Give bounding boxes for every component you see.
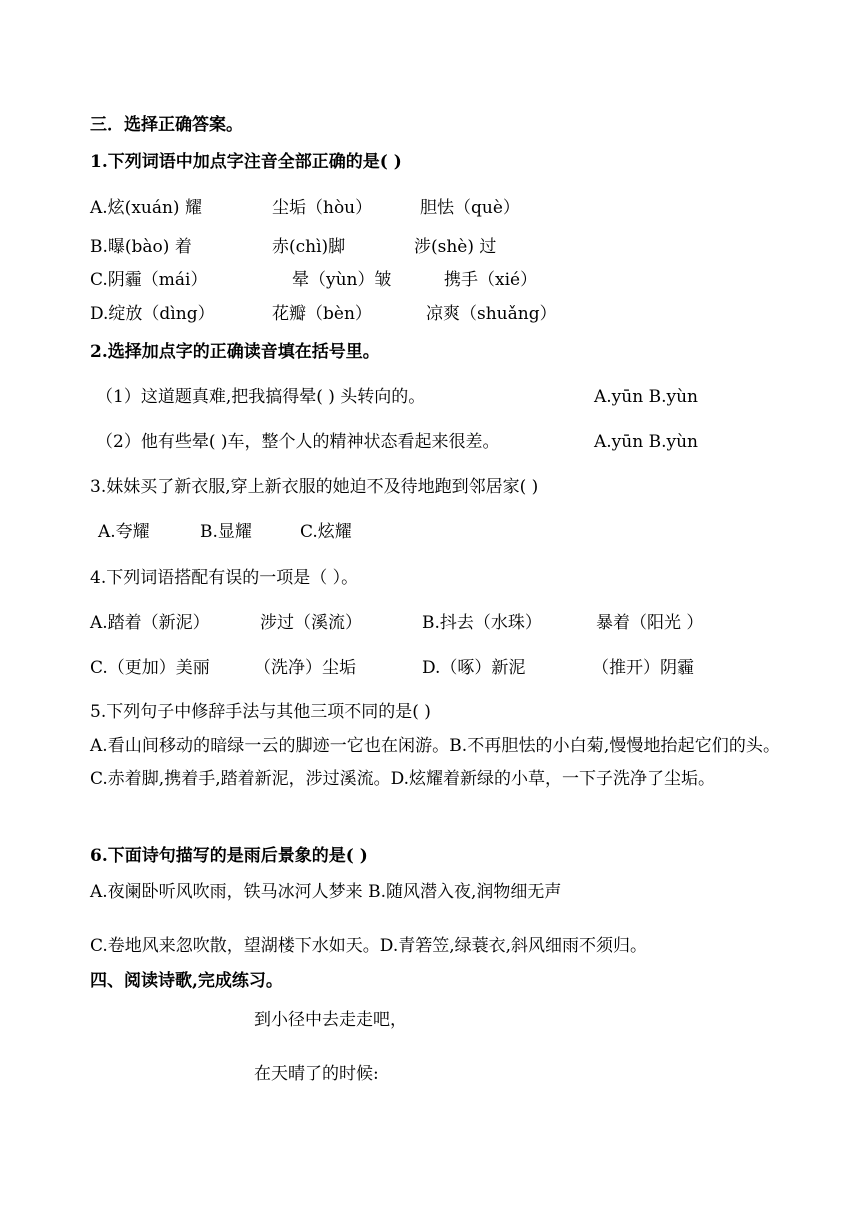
q2-item-1-text: （1）这道题真难,把我搞得晕( ) 头转向的。 xyxy=(96,387,426,407)
q4-row-2-d2: （推开）阴霾 xyxy=(592,658,694,678)
q6-stem: 6.下面诗句描写的是雨后景象的是( ) xyxy=(90,846,368,866)
q3-stem: 3.妹妹买了新衣服,穿上新衣服的她迫不及待地跑到邻居家( ) xyxy=(90,477,539,497)
q4-row-1-a2: 涉过（溪流） xyxy=(260,613,362,633)
q2-item-2-options: A.yūn B.yùn xyxy=(594,432,698,452)
q5-options: A.看山间移动的暗绿一云的脚迹一它也在闲游。B.不再胆怯的小白菊,慢慢地抬起它们的头。C.赤着脚,携着手,踏着新泥，涉过溪流。D.炫耀着新绿的小草，一下子洗净了尘垢。 xyxy=(90,736,780,789)
section-4-heading: 四、阅读诗歌,完成练习。 xyxy=(90,971,283,991)
q1-c-term-3: 携手（xié） xyxy=(444,270,538,290)
q4-row-2-d1: D.（啄）新泥 xyxy=(422,658,526,678)
section-3-heading: 三．选择正确答案。 xyxy=(90,115,243,135)
q6-options-line-1: A.夜阑卧听风吹雨，铁马冰河人梦来 B.随风潜入夜,润物细无声 xyxy=(90,882,562,902)
q1-d-term-1: D.绽放（dìng） xyxy=(90,304,215,324)
q1-b-term-1: B.曝(bào) 着 xyxy=(90,237,192,257)
q4-row-1-b1: B.抖去（水珠） xyxy=(422,613,542,633)
poem-line-2: 在天晴了的时候: xyxy=(254,1064,379,1084)
q3-option-b: B.显耀 xyxy=(200,522,252,542)
q1-d-term-2: 花瓣（bèn） xyxy=(272,304,372,324)
q1-c-term-1: C.阴霾（mái） xyxy=(90,270,208,290)
q1-stem: 1.下列词语中加点字注音全部正确的是( ) xyxy=(90,152,402,172)
q5-stem: 5.下列句子中修辞手法与其他三项不同的是( ) xyxy=(90,702,431,722)
q6-options-line-2: C.卷地风来忽吹散，望湖楼下水如天。D.青箬笠,绿蓑衣,斜风细雨不须归。 xyxy=(90,936,648,956)
q1-b-term-2: 赤(chì)脚 xyxy=(272,237,346,257)
q2-item-1-options: A.yūn B.yùn xyxy=(594,387,698,407)
q3-option-c: C.炫耀 xyxy=(300,522,352,542)
q2-item-2-text: （2）他有些晕( )车，整个人的精神状态看起来很差。 xyxy=(96,432,500,452)
q4-row-1-a1: A.踏着（新泥） xyxy=(90,613,210,633)
q3-option-a: A.夸耀 xyxy=(98,522,150,542)
q1-a-term-1: A.炫(xuán) 耀 xyxy=(90,198,202,218)
q1-c-term-2: 晕（yùn）皱 xyxy=(292,270,392,290)
q2-stem: 2.选择加点字的正确读音填在括号里。 xyxy=(90,342,380,362)
q4-row-2-c2: （洗净）尘垢 xyxy=(254,658,356,678)
q1-a-term-2: 尘垢（hòu） xyxy=(272,198,373,218)
q1-b-term-3: 涉(shè) 过 xyxy=(414,237,497,257)
q4-row-2-c1: C.（更加）美丽 xyxy=(90,658,210,678)
q1-d-term-3: 凉爽（shuǎng） xyxy=(426,304,557,324)
poem-line-1: 到小径中去走走吧， xyxy=(254,1010,407,1030)
q4-row-1-b2: 暴着（阳光 ） xyxy=(596,613,704,633)
q4-stem: 4.下列词语搭配有误的一项是（ ）。 xyxy=(90,568,359,588)
q1-a-term-3: 胆怯（què） xyxy=(420,198,520,218)
